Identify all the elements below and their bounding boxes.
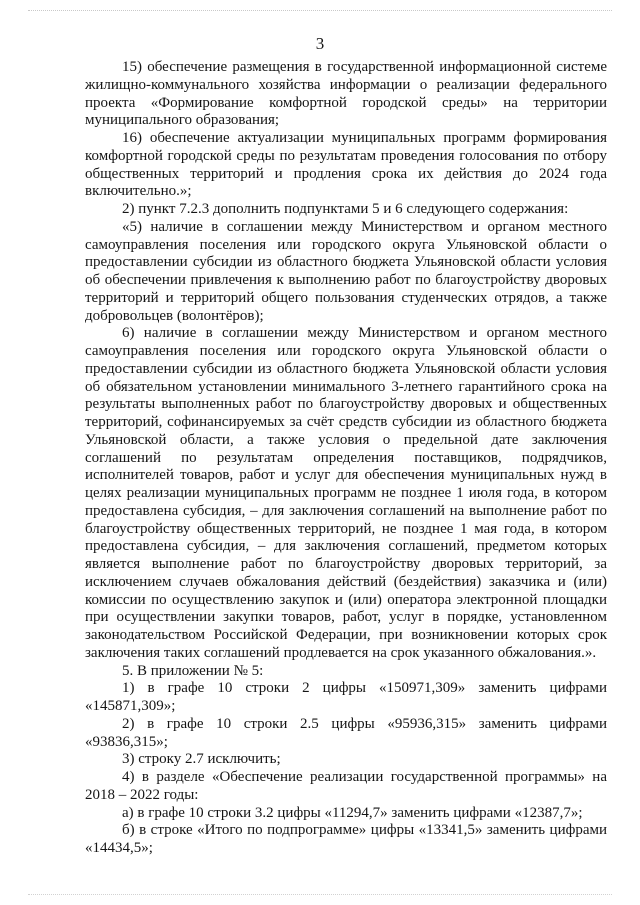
paragraph-subitem-5: «5) наличие в соглашении между Министерством и органом местного самоуправления поселения или городского округа Ульяновской области о предоставлении субсидии из областного бюджета Ульяновской области условия об обеспечении привлечения к выполнению работ по благоустройству дворовых территорий и территорий общего пользования студенческих отрядов, а также добровольцев (волонтёров);: [85, 218, 607, 324]
paragraph-change-1: 1) в графе 10 строки 2 цифры «150971,309» заменить цифрами «145871,309»;: [85, 680, 607, 714]
scan-edge-top: [28, 10, 612, 11]
paragraph-change-4b: б) в строке «Итого по подпрограмме» цифры «13341,5» заменить цифрами «14434,5»;: [85, 822, 607, 856]
paragraph-subitem-6: 6) наличие в соглашении между Министерством и органом местного самоуправления поселения или городского округа Ульяновской области о предоставлении субсидии из областного бюджета Ульяновской области условия об обязательном установлении минимального 3-летнего гарантийного срока на результаты выполненных работ по благоустройству дворовых и общественных территорий, софинансируемых за счёт средств субсидии из областного бюджета Ульяновской области, а также условия о предельной дате заключения соглашений по результатам определения поставщиков, подрядчиков, исполнителей товаров, работ и услуг для обеспечения муниципальных нужд в целях реализации муниципальных программ не позднее 1 июля года, в котором предоставлена субсидия, – для заключения соглашений на выполнение работ по благоустройству общественных территорий, не позднее 1 мая года, в котором предоставлена субсидия, – для заключения соглашений, предметом которых является выполнение работ по благоустройству дворовых территорий, за исключением случаев обжалования действий (бездействия) заказчика и (или) комиссии по осуществлению закупок и (или) оператора электронной площадки при осуществлении закупки товаров, работ, услуг в порядке, установленном законодательством Российской Федерации, при возникновении которых срок заключения таких соглашений продлевается на срок указанного обжалования.».: [85, 325, 607, 661]
paragraph-change-3: 3) строку 2.7 исключить;: [122, 751, 281, 768]
paragraph-item-16: 16) обеспечение актуализации муниципальных программ формирования комфортной городской среды по результатам проведения голосования по отбору общественных территорий и продления срока их действия до 2024 года включительно.»;: [85, 130, 607, 200]
paragraph-change-4: 4) в разделе «Обеспечение реализации государственной программы» на 2018 – 2022 годы:: [85, 769, 607, 803]
paragraph-change-4a: а) в графе 10 строки 3.2 цифры «11294,7» заменить цифрами «12387,7»;: [122, 804, 583, 821]
page-number: 3: [315, 34, 325, 53]
paragraph-clause-7-2-3: 2) пункт 7.2.3 дополнить подпунктами 5 и 6 следующего содержания:: [122, 201, 569, 217]
scan-edge-bottom: [28, 894, 612, 895]
paragraph-item-15: 15) обеспечение размещения в государственной информационной системе жилищно-коммунального хозяйства информации о реализации федерального проекта «Формирование комфортной городской среды» на территории муниципального образования;: [85, 59, 607, 129]
document-body: [85, 59, 607, 858]
paragraph-change-2: 2) в графе 10 строки 2.5 цифры «95936,315» заменить цифрами «93836,315»;: [85, 715, 607, 750]
paragraph-appendix-5: 5. В приложении № 5:: [122, 662, 264, 679]
